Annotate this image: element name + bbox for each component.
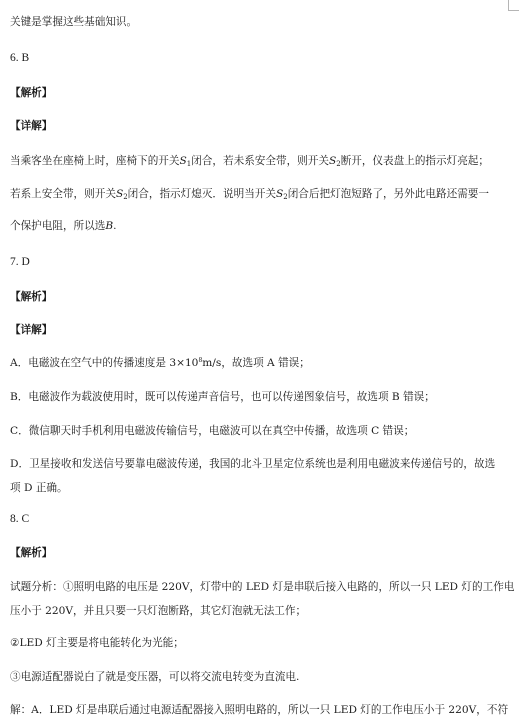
analysis-label-7: 【解析】: [10, 291, 53, 303]
answer-8-heading: 8. C: [10, 513, 30, 525]
answer-8-solution-line-1: 解：A．LED 灯是串联后通过电源适配器接入照明电路的，所以一只 LED 灯的工作电压小于 220V，不符: [10, 704, 509, 716]
text-segment: 断开，仪表盘上的指示灯亮起；: [340, 155, 489, 167]
text-segment: A．电磁波在空气中的传播速度是 3×10: [10, 357, 199, 369]
answer-7-option-c: C．微信聊天时手机利用电磁波传输信号，电磁波可以在真空中传播，故选项 C 错误；: [10, 425, 415, 437]
text-segment: 当乘客坐在座椅上时，座椅下的开关: [10, 155, 180, 167]
text-segment: 若系上安全带，则开关: [10, 188, 116, 200]
answer-7-option-b: B．电磁波作为载波使用时，既可以传递声音信号，也可以传递图象信号，故选项 B 错误；: [10, 391, 435, 403]
answer-6-detail-line-3: [10, 219, 515, 233]
answer-8-analysis-line-1: 试题分析：①照明电路的电压是 220V，灯带中的 LED 灯是串联后接入电路的，所以一只 LED 灯的工作电: [10, 581, 515, 593]
switch-subscript: 2: [283, 193, 288, 201]
page-corner-mark: [508, 0, 519, 11]
text-segment: 闭合，指示灯熄灭．说明当开关: [127, 188, 276, 200]
answer-8-analysis-line-4: ③电源适配器说白了就是变压器，可以将交流电转变为直流电.: [10, 671, 300, 683]
detail-label-6: 【详解】: [10, 120, 53, 132]
switch-subscript: 2: [336, 160, 341, 168]
answer-6-detail-line-2: [10, 187, 515, 201]
analysis-label-6: 【解析】: [10, 87, 53, 99]
answer-7-option-a: [10, 356, 515, 370]
detail-label-7: 【详解】: [10, 324, 53, 336]
analysis-label-8: 【解析】: [10, 547, 53, 559]
switch-symbol: S: [115, 188, 124, 200]
answer-8-analysis-line-3: ②LED 灯主要是将电能转化为光能；: [10, 637, 184, 649]
text-segment: m/s，故选项 A 错误；: [202, 357, 310, 369]
answer-6-heading: 6. B: [10, 52, 30, 64]
switch-subscript: 1: [186, 160, 192, 168]
switch-symbol: S: [179, 155, 187, 167]
answer-letter: B: [105, 220, 114, 232]
switch-symbol: S: [328, 155, 337, 167]
answer-6-detail-line-1: [10, 154, 515, 168]
answer-8-analysis-line-2: 压小于 220V，并且只要一只灯泡断路，其它灯泡就无法工作；: [10, 605, 307, 617]
answer-7-option-d-line-1: D．卫星接收和发送信号要靠电磁波传递，我国的北斗卫星定位系统也是利用电磁波来传递信号的，故选: [10, 458, 496, 470]
text-line-1: 关键是掌握这些基础知识。: [10, 16, 138, 28]
switch-subscript: 2: [123, 193, 128, 201]
answer-7-heading: 7. D: [10, 256, 30, 268]
exponent: 8: [198, 357, 203, 364]
text-segment: .: [113, 220, 117, 232]
text-segment: 闭合后把灯泡短路了，另外此电路还需要一: [287, 188, 489, 200]
text-segment: 闭合，若未系安全带，则开关: [191, 155, 329, 167]
switch-symbol: S: [275, 188, 284, 200]
text-segment: 个保护电阻，所以选: [10, 220, 106, 232]
answer-7-option-d-line-2: 项 D 正确。: [10, 482, 68, 494]
